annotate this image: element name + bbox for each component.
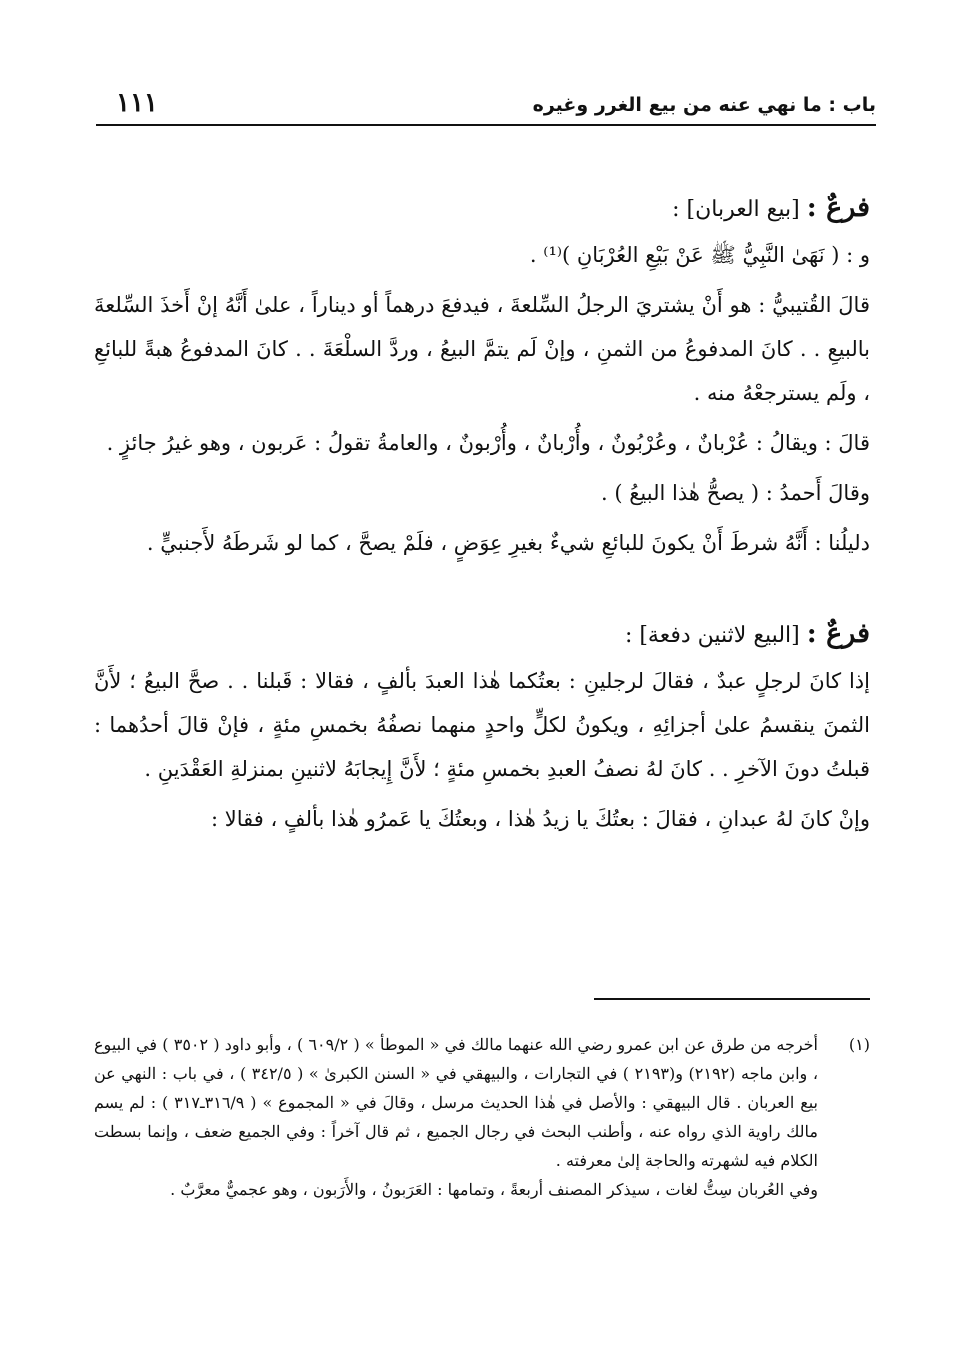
section-heading-1 [94, 185, 870, 233]
section-label: فرعٌ : [806, 618, 870, 649]
paragraph: وإنْ كانَ لهُ عبدانِ ، فقالَ : بعتُكَ يا زيدُ هٰذا ، وبعتُكَ يا عَمرُو هٰذا بألفٍ ، فقالا : [211, 807, 870, 831]
running-title: باب : ما نهي عنه من بيع الغرر وغيره [532, 94, 876, 116]
paragraph: دليلُنا : أَنَّهُ شرطَ أَنْ يكونَ للبائعِ شيءٌ بغيرِ عِوَضٍ ، فلَمْ يصحَّ ، كما لو شَرطَهُ لأَجنبيٍّ . [146, 531, 870, 555]
page-number: ١١١ [116, 88, 158, 118]
section-heading-2 [94, 611, 870, 659]
footnote-body [94, 1030, 818, 1204]
paragraph: إذا كانَ لرجلٍ عبدٌ ، فقالَ لرجلينِ : بعتُكما هٰذا العبدَ بألفٍ ، فقالا : قَبلنا . . صحَّ البيعُ ؛ لأَنَّ الثمنَ ينقسمُ علىٰ أجزائِهِ ، ويكونُ لكلٍّ واحدٍ منهما نصفُهُ بخمسِ مئةٍ ، فإنْ قالَ أحدُهما : قبلتُ دونَ الآخرِ . . كانَ لهُ نصفُ العبدِ بخمسِ مئةٍ ؛ لأَنَّ إِيجابَهُ لاثنينِ بمنزلةِ العَقْدَينِ . [94, 669, 870, 781]
running-header [96, 88, 876, 126]
paragraph: قالَ القُتيبيُّ : هو أَنْ يشتريَ الرجلُ السِّلعةَ ، فيدفعَ درهماً أو ديناراً ، علىٰ أَنَّهُ إنْ أَخذَ السِّلعةَ بالبيعِ . . كانَ المدفوعُ من الثمنِ ، وإنْ لَم يتمَّ البيعُ ، وردَّ السلْعَةَ . . كانَ المدفوعُ هبةً للبائعِ ، ولَم يسترجعْهُ منه . [94, 293, 870, 405]
paragraph: وقالَ أَحمدُ : ( يصحُّ هٰذا البيعُ ) . [601, 481, 870, 505]
main-text [94, 185, 870, 847]
section-label: فرعٌ : [806, 192, 870, 223]
footnote-number: (١) [848, 1035, 870, 1054]
footnotes [94, 1030, 870, 1204]
footnote [94, 1030, 870, 1204]
paragraph: و : ( نَهَىٰ النَّبِيُّ ﷺ عَنْ بَيْعِ العُرْبَانِ )⁽¹⁾ . [529, 243, 870, 267]
section-title: [بيع العربان] : [672, 197, 800, 222]
paragraph: قالَ : ويقالُ : عُرْبانٌ ، وعُرْبُونٌ ، وأُرْبانٌ ، وأُرْبونٌ ، والعامةُ تقولُ : عَربون ، وهو غيرُ جائزٍ . [106, 431, 870, 455]
section-spacer [94, 571, 870, 611]
footnote-paragraph: وفي العُربان سِتُّ لغات ، سيذكر المصنف أربعةً ، وتمامها : العَرَبونُ ، والأَرَبون ، وهو عجميٌّ معرَّبٌ . [170, 1180, 818, 1199]
footnote-paragraph: أخرجه من طرق عن ابن عمرو رضي الله عنهما مالك في « الموطأ » ( ٦٠٩/٢ ) ، وأبو داود ( ٣٥٠٢ ) في البيوع ، وابن ماجه (٢١٩٢) و(٢١٩٣ ) في التجارات ، والبيهقي في « السنن الكبرىٰ » ( ٣٤٢/٥ ) ، في باب : النهي عن بيع العربان . قال البيهقي : والأصل في هٰذا الحديث مرسل ، وقالَ في « المجموع » ( ٣١٦/٩ـ٣١٧ ) : لم يسم مالك راوية الذي رواه عنه ، وأطنب البحث في رجال الجميع ، ثم قال آخراً : وفي الجميع ضعف ، وإنما بسطت الكلام فيه لشهرته والحاجة إلىٰ معرفته . [94, 1035, 819, 1170]
footnote-divider [594, 998, 870, 1000]
section-title: [البيع لاثنين دفعة] : [624, 623, 800, 648]
